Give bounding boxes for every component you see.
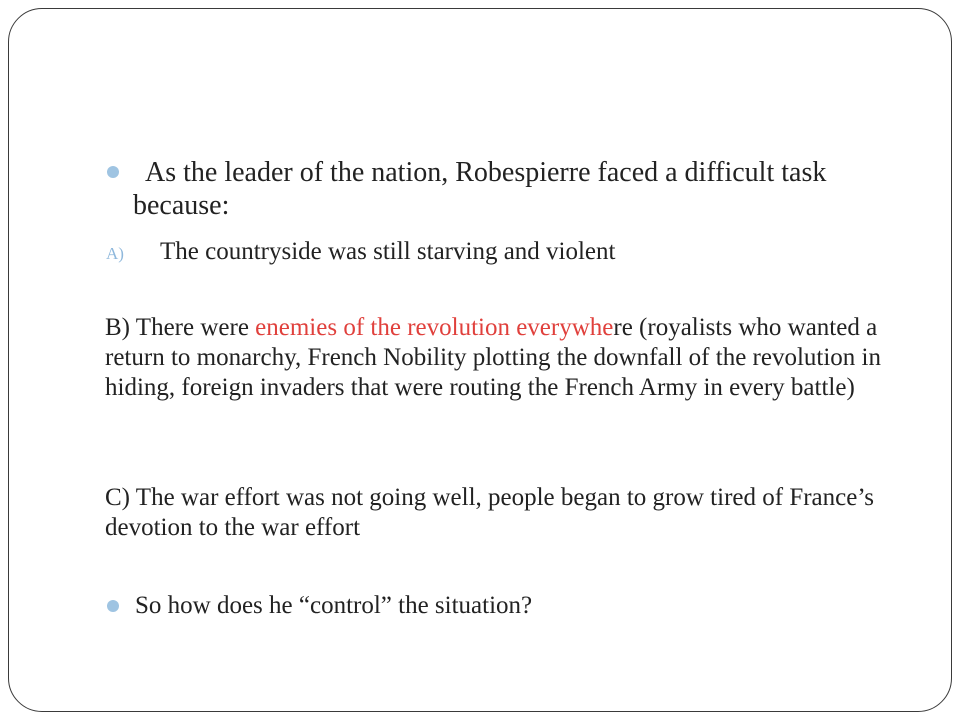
paragraph-b-highlight: enemies of the revolution everywhe — [255, 314, 614, 341]
list-item-a: The countryside was still starving and violent — [160, 238, 616, 265]
paragraph-b-prefix: B) There were — [105, 314, 256, 341]
main-bullet-text: As the leader of the nation, Robespierre faced a difficult task because: — [133, 157, 827, 221]
bullet-icon — [107, 600, 119, 612]
paragraph-b — [105, 313, 895, 403]
bullet-icon — [107, 166, 119, 178]
paragraph-b-suffix: re (royalists who wanted a return to monarchy, French Nobility plotting the downfall of the revolution in hiding, foreign invaders that were routing the French Army in every battle) — [105, 314, 882, 401]
list-marker-a: A) — [106, 244, 124, 263]
paragraph-c: C) The war effort was not going well, people began to grow tired of France’s devotion to the war effort — [105, 484, 875, 541]
question-bullet-text: So how does he “control” the situation? — [135, 592, 533, 619]
